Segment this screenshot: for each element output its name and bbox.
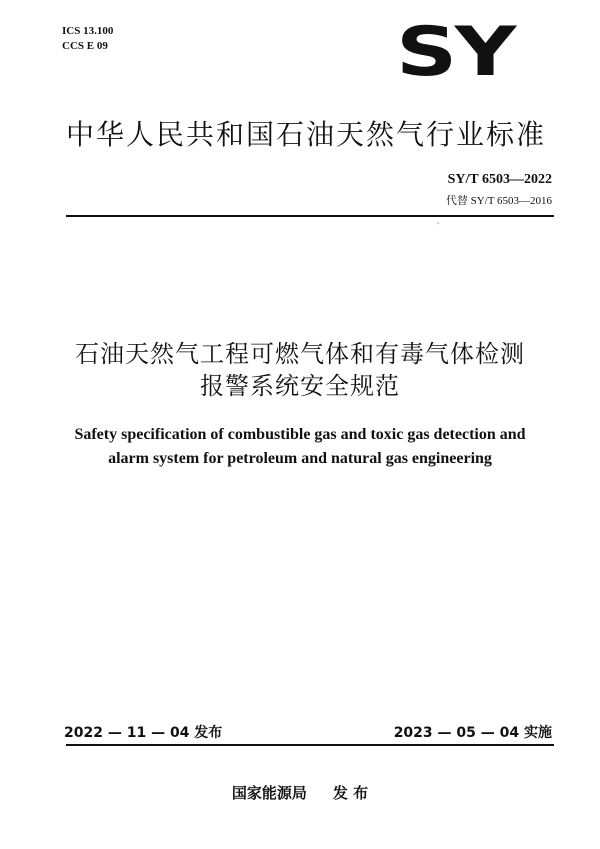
header-divider [66, 215, 554, 217]
title-en-line2: alarm system for petroleum and natural gas engineering [108, 450, 492, 467]
classification-codes [62, 24, 113, 54]
issuer-line [0, 782, 600, 803]
stray-mark: ' [437, 221, 440, 230]
title-en-line1: Safety specification of combustible gas and toxic gas detection and [74, 426, 526, 443]
replaces-note: 代替 SY/T 6503—2016 [445, 195, 552, 207]
issuer-name: 国家能源局 [231, 784, 307, 802]
issue-word: 发 布 [332, 784, 369, 802]
ics-code: ICS 13.100 [62, 25, 114, 37]
effective-date: 2023 — 05 — 04 实施 [393, 725, 552, 741]
standard-number: SY/T 6503—2022 [447, 172, 552, 187]
title-zh-line1: 石油天然气工程可燃气体和有毒气体检测 [75, 340, 525, 368]
sy-logo: SY [396, 13, 514, 92]
ccs-code: CCS E 09 [62, 40, 108, 52]
title-zh-line2: 报警系统安全规范 [200, 372, 400, 400]
organization-title: 中华人民共和国石油天然气行业标准 [66, 118, 547, 151]
footer-divider [66, 744, 554, 746]
publish-date: 2022 — 11 — 04 发布 [64, 725, 223, 741]
